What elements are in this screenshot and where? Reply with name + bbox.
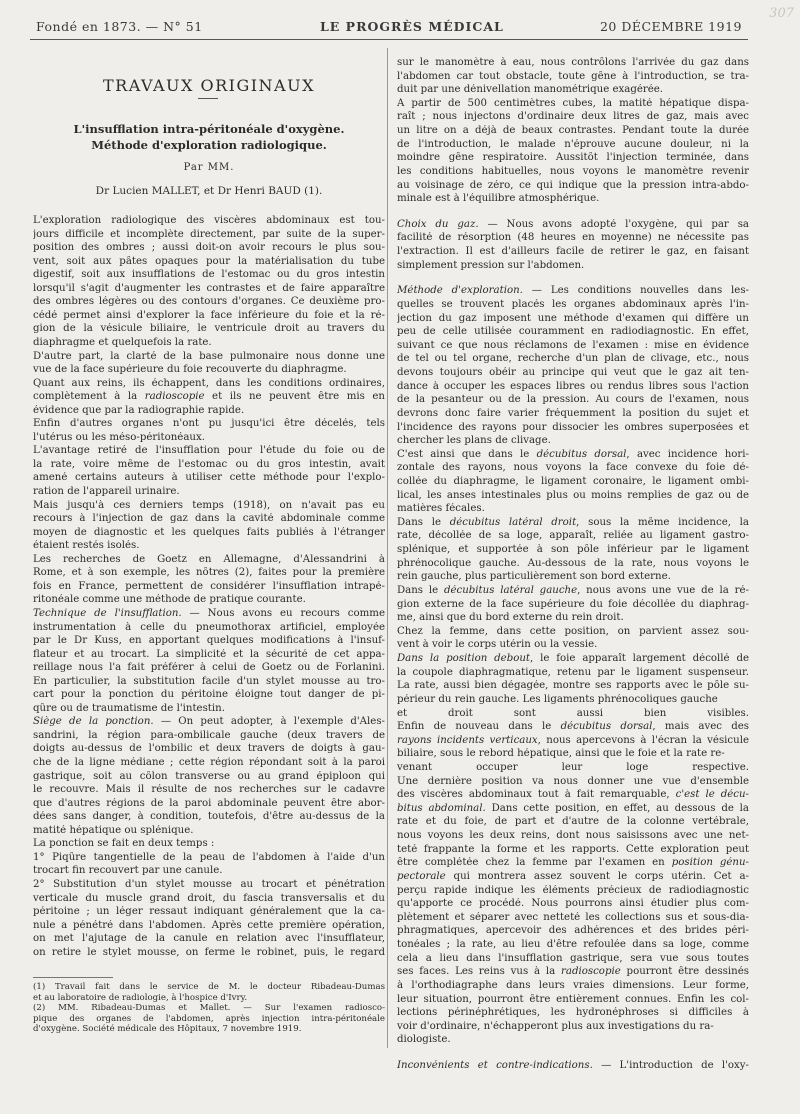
text-line: ses faces. Les reins vus à la radioscopie pourront être dessinés [397,966,749,978]
text-line: suivant ce que nous réclamons de l'examen : mise en évidence [397,339,749,351]
text-line: ritonéale comme une méthode de pratique courante. [33,594,306,606]
text-line: plètement et séparer avec netteté les collections sus et sous-dia- [397,911,749,923]
header-date: 20 DÉCEMBRE 1919 [599,19,742,34]
text-line: moindre gêne respiratoire. Aussitôt l'injection terminée, dans [397,152,749,164]
text-line: moyen de diagnostic et les quelques faits publiés à l'étranger [33,526,385,538]
text-line: gastrique, soit au côlon transverse ou au grand épiploon qui [33,770,385,782]
footnote-line: (1) Travail fait dans le service de M. le docteur Ribadeau-Dumas [33,982,385,992]
text-line: qûre ou de traumatisme de l'intestin. [33,702,225,714]
text-line: L'exploration radiologique des viscères abdominaux est tou- [33,215,385,226]
text-line: sandrini, la région para-ombilicale gauche (deux travers de [33,729,385,741]
text-line: A partir de 500 centimètres cubes, la matité hépatique dispa- [397,97,749,109]
text-line: simplement pression sur l'abdomen. [397,259,585,271]
text-line: de tel ou tel organe, recherche d'un plan de clivage, etc., nous [397,353,749,365]
text-line: nous voyons les deux reins, dont nous saisissons avec une net- [397,830,749,842]
text-line: amené certains auteurs à utiliser cette méthode pour l'explo- [33,472,385,484]
text-line: quelles se trouvent placés les organes abdominaux après l'in- [397,298,749,310]
text-line: 1° Piqûre tangentielle de la peau de l'abdomen à l'aide d'un [33,851,385,863]
text-line: venant occuper leur loge respective. [397,762,749,773]
text-line: perçu rapide indique les éléments précieux de radiodiagnostic [397,884,749,896]
text-line: 2° Substitution d'un stylet mousse au trocart et pénétration [33,878,385,890]
footnote-line: pique des organes de l'abdomen, après injection intra-péritonéale [33,1013,385,1024]
text-line: cédé permet ainsi d'explorer la face inférieure du foie et la ré- [33,309,385,321]
text-line: voir d'ordinaire, n'échapperont plus aux investigations du ra- [397,1020,714,1032]
text-line: Dans la position debout, le foie apparaît largement décollé de [397,653,749,665]
text-line: l'abdomen car tout obstacle, toute gêne à l'introduction, se tra- [397,70,749,82]
text-line: flateur et au trocart. La simplicité et la sécurité de cet appa- [33,648,385,660]
text-line: nule a pénétré dans l'abdomen. Après cette première opération, [33,919,385,931]
text-line: gion de la vésicule biliaire, le ventricule droit au travers du [33,323,385,335]
text-line: ration de l'appareil urinaire. [33,486,180,497]
footnote-line: (2) MM. Ribadeau-Dumas et Mallet. — Sur l'examen radiosco- [33,1003,385,1013]
text-line: l'incidence des rayons pour dissocier les ombres superposées et [397,421,749,433]
text-line: sur le manomètre à eau, nous contrôlons l'arrivée du gaz dans [397,57,749,68]
text-line: jection du gaz imposent une méthode d'examen qui diffère un [397,312,749,324]
text-line: lorsqu'il s'agit d'augmenter les contrastes et de faire apparaître [33,282,385,294]
text-line: Les recherches de Goetz en Allemagne, d'Alessandrini à [33,553,385,565]
text-line: fois en France, permettent de considérer l'insufflation intrapé- [33,580,385,592]
text-line: Siège de la ponction. — On peut adopter, à l'exemple d'Ales- [33,716,385,728]
text-line: Dans le décubitus latéral droit, sous la même incidence, la [397,516,749,528]
text-line: péritoine ; un léger ressaut indiquant généralement que la ca- [33,906,385,918]
text-line: C'est ainsi que dans le décubitus dorsal, avec incidence hori- [397,448,749,460]
text-line: Quant aux reins, ils échappent, dans les conditions ordinaires, [33,377,385,389]
text-line: vent à voir le corps utérin ou la vessie. [397,639,598,651]
text-line: matité hépatique ou splénique. [33,824,194,836]
text-line: lections périnéphrétiques, les hydronéphroses si difficiles à [397,1007,749,1019]
text-line: splénique, et supportée à son pôle inférieur par le ligament [397,544,749,556]
text-line: recours à l'injection de gaz dans la cavité abdominale comme [33,513,385,525]
column-divider [387,48,388,1048]
text-line: évidence que par la radiographie rapide. [33,404,245,416]
text-line: par le Dr Kuss, en apportant quelques modifications à l'insuf- [33,635,385,647]
text-line: des viscères abdominaux tout à fait remarquable, c'est le décu- [397,789,749,801]
text-line: L'avantage retiré de l'insufflation pour l'étude du foie ou de [33,445,385,457]
text-line: me, ainsi que du bord externe du rein droit. [397,612,624,624]
text-line: position des ombres ; aussi doit-on avoir recours le plus sou- [33,242,385,254]
text-line: peu de celle utilisée couramment en radiodiagnostic. En effet, [397,326,749,338]
text-line: l'extraction. Il est d'ailleurs facile de retirer le gaz, en faisant [397,246,749,258]
text-line: étaient restés isolés. [33,540,140,552]
text-line: le recouvre. Mais il résulte de nos recherches sur le cadavre [33,784,385,796]
text-line: pectorale qui montrera assez souvent le corps utérin. Cet a- [397,870,749,882]
text-line: En particulier, la substitution facile d'un stylet mousse au tro- [33,675,385,687]
text-line: collée du diaphragme, le ligament coronaire, le ligament ombi- [397,475,749,487]
section-title: TRAVAUX ORIGINAUX [103,76,315,95]
text-line: Rome, et à son exemple, les nôtres (2), faites pour la première [33,567,385,579]
text-line: La ponction se fait en deux temps : [33,838,215,850]
text-line: teté frappante la forme et les rapports. Cette exploration peut [397,843,749,855]
text-line: les conditions habituelles, nous voyons le manomètre revenir [397,165,749,177]
header-journal-title: LE PROGRÈS MÉDICAL [320,19,504,34]
text-line: gion externe de la face supérieure du foie décollée du diaphrag- [397,598,749,610]
text-line: l'utérus ou les méso-péritonéaux. [33,431,205,443]
text-line: complètement à la radioscopie et ils ne peuvent être mis en [33,391,385,403]
text-line: périeur du rein gauche. Les ligaments phrénocoliques gauche [397,693,718,705]
text-line: vent, soit aux pâtes opaques pour la matérialisation du tube [33,255,385,267]
footnote-line: et au laboratoire de radiologie, à l'hospice d'Ivry. [33,992,248,1003]
header-rule [30,39,748,40]
text-line: dées sans danger, à condition, toutefois, d'être au-dessus de la [33,811,385,823]
text-line: chercher les plans de clivage. [397,435,551,447]
text-line: rate et du foie, de part et d'autre de la colonne vertébrale, [397,816,749,828]
text-line: facilité de résorption (48 heures en moyenne) ne nécessite pas [397,232,749,244]
title-dash [198,98,218,99]
text-line: instrumentation à celle du pneumothorax artificiel, employée [33,621,385,633]
article-title-line-1: L'insufflation intra-péritonéale d'oxygène. [73,122,345,136]
text-line: reillage nous l'a fait préférer à celui de Goetz ou de Forlanini. [33,662,385,674]
text-line: rein gauche, plus particulièrement son bord externe. [397,571,671,583]
text-line: minale est à l'équilibre atmosphérique. [397,193,600,205]
text-line: Enfin de nouveau dans le décubitus dorsal, mais avec des [397,721,749,733]
text-line: lical, les anses intestinales plus ou moins remplies de gaz ou de [397,489,749,501]
text-line: Une dernière position va nous donner une vue d'ensemble [397,775,749,787]
text-line: matières fécales. [397,503,485,515]
text-line: on met l'ajutage de la canule en relation avec l'insufflateur, [33,933,385,945]
text-line: à l'orthodiagraphe dans leurs vraies dimensions. Leur forme, [397,979,749,991]
text-line: et droit sont aussi bien visibles. [397,707,749,719]
article-par: Par MM. [183,162,235,173]
text-line: de la pesanteur ou de la pression. Au cours de l'examen, nous [397,394,749,406]
text-line: diologiste. [397,1034,451,1046]
text-line: doigts au-dessus de l'ombilic et deux travers de doigts à gau- [33,743,385,755]
text-line: D'autre part, la clarté de la base pulmonaire nous donne une [33,350,385,362]
text-line: digestif, soit aux insufflations de l'estomac ou du gros intestin [33,269,385,281]
text-line: être complétée chez la femme par l'examen en position génu- [397,857,749,869]
text-line: La rate, aussi bien dégagée, montre ses rapports avec le pôle su- [397,680,749,692]
text-line: Inconvénients et contre-indications. — L'introduction de l'oxy- [397,1060,749,1072]
text-line: de l'introduction, le malade n'éprouve aucune douleur, ni la [397,138,749,150]
text-line: tonéales ; la rate, au lieu d'être refoulée dans sa loge, comme [397,939,749,951]
text-line: vue de la face supérieure du foie recouverte du diaphragme. [33,364,347,376]
text-line: qu'apporte ce procédé. Nous pourrons ainsi étudier plus com- [397,898,749,910]
article-title-line-2: Méthode d'exploration radiologique. [91,138,327,152]
text-line: Mais jusqu'à ces derniers temps (1918), on n'avait pas eu [33,499,385,511]
text-line: Technique de l'insufflation. — Nous avons eu recours comme [33,607,385,619]
text-line: la coupole diaphragmatique, retenu par le ligament suspenseur. [397,666,749,678]
text-line: rayons incidents verticaux, nous apercevons à l'écran la vésicule [397,734,749,746]
text-line: rate, décollée de sa loge, apparaît, reliée au ligament gastro- [397,530,749,542]
text-line: Enfin d'autres organes n'ont pu jusqu'ici être décelés, tels [33,418,385,430]
text-line: biliaire, sous le rebord hépatique, ainsi que le foie et la rate re- [397,748,725,760]
text-line: au voisinage de zéro, ce qui indique que la pression intra-abdo- [397,179,749,191]
text-line: devrons donc faire varier fréquemment la position du sujet et [397,407,749,419]
text-line: zontale des rayons, nous voyons la face convexe du foie dé- [397,462,749,474]
text-line: phrénocolique gauche. Au-dessous de la rate, nous voyons le [397,557,749,569]
text-line: Choix du gaz. — Nous avons adopté l'oxygène, qui par sa [397,218,749,230]
text-line: phragmatiques, apercevoir des adhérences et des brides péri- [397,925,749,937]
text-line: raît ; nous injectons d'ordinaire deux litres de gaz, mais avec [397,111,749,123]
text-line: trocart fin recouvert par une canule. [33,865,223,877]
text-line: la rate, voire même de l'estomac ou du gros intestin, avait [33,458,385,470]
text-line: verticale du muscle grand droit, du fascia transversalis et du [33,892,385,904]
text-line: Dans le décubitus latéral gauche, nous avons une vue de la ré- [397,584,749,596]
text-line: diaphragme et quelquefois la rate. [33,336,212,348]
article-authors: Dr Lucien MALLET, et Dr Henri BAUD (1). [95,185,323,197]
text-line: Méthode d'exploration. — Les conditions nouvelles dans les- [397,285,749,297]
text-line: que d'autres régions de la paroi abdominale peuvent être abor- [33,797,385,809]
text-line: un litre on a déjà de beaux contrastes. Pendant toute la durée [397,125,749,137]
text-line: on retire le stylet mousse, on ferme le robinet, puis, le regard [33,946,385,958]
text-line: bitus abdominal. Dans cette position, en effet, au dessous de la [397,802,749,814]
text-line: devons toujours obéir au principe qui veut que le gaz ait ten- [397,367,749,379]
page-stamp: 307 [769,6,794,21]
text-line: dance à occuper les espaces libres ou rendus libres sous l'action [397,380,749,392]
text-line: des ombres légères ou des contours d'organes. Ce deuxième pro- [33,296,385,308]
text-line: jours difficile et incomplète directement, par suite de la super- [33,228,385,240]
text-line: cela a lieu dans l'insufflation gastrique, sera vue sous toutes [397,952,749,964]
text-line: che de la ligne médiane ; cette région répondant soit à la paroi [33,757,385,768]
text-line: cart pour la ponction du péritoine éloigne tout danger de pi- [33,689,385,701]
text-line: leur situation, pourront être entièrement connues. Enfin les col- [397,993,749,1005]
text-line: Chez la femme, dans cette position, on parvient assez sou- [397,625,749,637]
header-founded-number: Fondé en 1873. — N° 51 [36,19,203,34]
footnote-rule [33,977,113,978]
text-line: duit par une dénivellation manométrique exagérée. [397,84,664,96]
footnote-line: d'oxygène. Société médicale des Hôpitaux, 7 novembre 1919. [33,1024,302,1034]
